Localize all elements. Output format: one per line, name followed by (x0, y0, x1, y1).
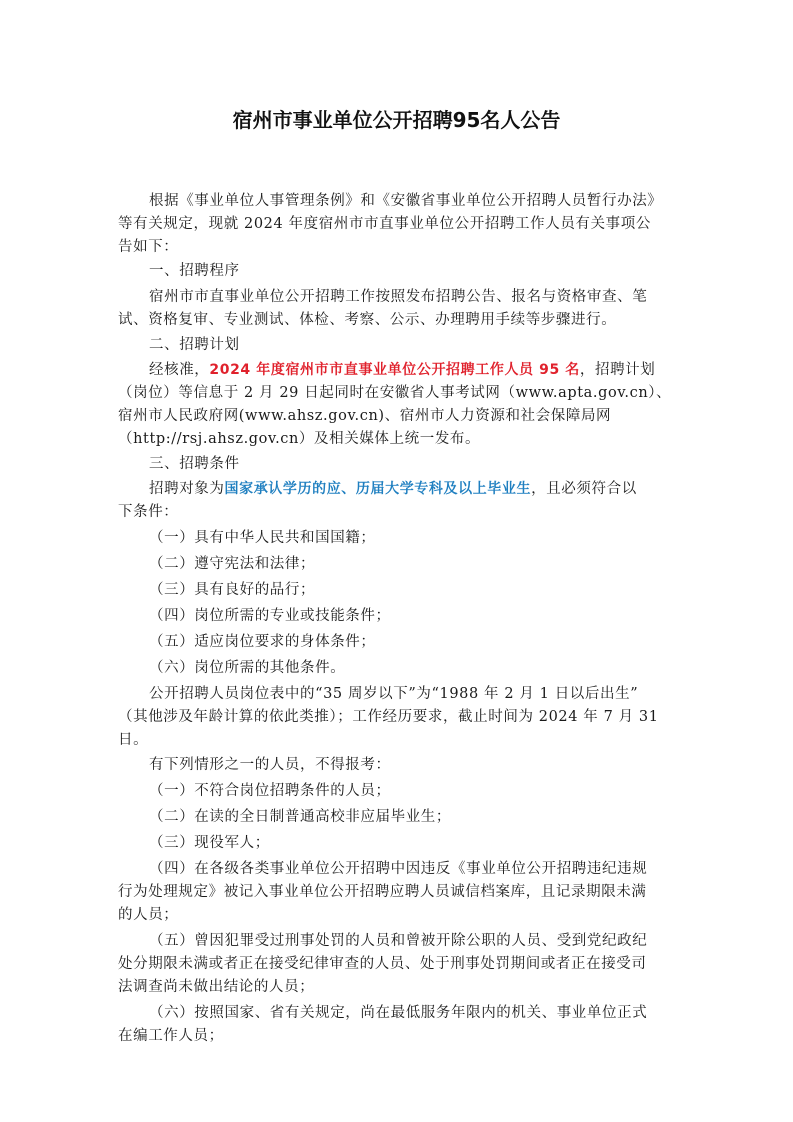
exclusion-item: （一）不符合岗位招聘条件的人员； (149, 783, 391, 799)
condition-item: （六）岗位所需的其他条件。 (149, 660, 346, 676)
age-line-2: （其他涉及年龄计算的依此类推）；工作经历要求，截止时间为 2024 年 7 月 31 (118, 709, 659, 725)
section-3-heading: 三、招聘条件 (149, 456, 240, 472)
section-2-line-2: （岗位）等信息于 2 月 29 日起同时在安徽省人事考试网（www.apta.gov.cn）、 (118, 385, 672, 401)
section-1-heading: 一、招聘程序 (149, 263, 240, 279)
exclusion-heading: 有下列情形之一的人员，不得报考： (149, 757, 391, 773)
age-line-1: 公开招聘人员岗位表中的“35 周岁以下”为“1988 年 2 月 1 日以后出生” (149, 686, 639, 702)
section-1-line-1: 宿州市市直事业单位公开招聘工作按照发布招聘公告、报名与资格审查、笔 (149, 289, 648, 305)
recruit-count-highlight: 2024 年度宿州市市直事业单位公开招聘工作人员 95 名 (209, 362, 580, 378)
exclusion-item-5-line-3: 法调查尚未做出结论的人员； (118, 979, 315, 995)
exclusion-item: （二）在读的全日制普通高校非应届毕业生； (149, 809, 451, 825)
age-line-3: 日。 (118, 732, 149, 748)
condition-item: （四）岗位所需的专业或技能条件； (149, 608, 391, 624)
exclusion-item-4-line-3: 的人员； (118, 907, 179, 923)
section-2-line-3: 宿州市人民政府网(www.ahsz.gov.cn)、宿州市人力资源和社会保障局网 (118, 408, 612, 424)
condition-item: （二）遵守宪法和法律； (149, 556, 316, 572)
section-3-line-1-post: ，且必须符合以 (531, 481, 637, 497)
page-title: 宿州市事业单位公开招聘95名人公告 (232, 108, 561, 132)
section-2-line-1 (118, 359, 709, 382)
exclusion-item-4-line-1: （四）在各级各类事业单位公开招聘中因违反《事业单位公开招聘违纪违规 (149, 861, 648, 877)
section-2-heading: 二、招聘计划 (149, 337, 240, 353)
section-3-line-2: 下条件： (118, 504, 179, 520)
section-2-line-1-pre: 经核准， (149, 362, 210, 378)
exclusion-item: （三）现役军人； (149, 835, 270, 851)
exclusion-item-5-line-2: 处分期限未满或者正在接受纪律审查的人员、处于刑事处罚期间或者正在接受司 (118, 956, 647, 972)
section-2-line-1-post: ，招聘计划 (579, 362, 656, 378)
intro-line-2: 等有关规定，现就 2024 年度宿州市市直事业单位公开招聘工作人员有关事项公 (118, 216, 651, 232)
section-3-line-1 (118, 478, 709, 501)
condition-item: （五）适应岗位要求的身体条件； (149, 634, 376, 650)
section-2-line-4: （http://rsj.ahsz.gov.cn）及相关媒体上统一发布。 (118, 431, 481, 447)
recruit-target-highlight: 国家承认学历的应、历届大学专科及以上毕业生 (224, 481, 532, 497)
intro-line-1: 根据《事业单位人事管理条例》和《安徽省事业单位公开招聘人员暂行办法》 (149, 193, 663, 209)
condition-item: （一）具有中华人民共和国国籍； (149, 530, 376, 546)
condition-item: （三）具有良好的品行； (149, 582, 316, 598)
exclusion-item-6-line-1: （六）按照国家、省有关规定，尚在最低服务年限内的机关、事业单位正式 (149, 1005, 648, 1021)
exclusion-item-6-line-2: 在编工作人员； (118, 1028, 224, 1044)
intro-line-3: 告如下： (118, 239, 179, 255)
exclusion-item-4-line-2: 行为处理规定》被记入事业单位公开招聘应聘人员诚信档案库，且记录期限未满 (118, 884, 647, 900)
section-3-line-1-pre: 招聘对象为 (149, 481, 225, 497)
section-1-line-2: 试、资格复审、专业测试、体检、考察、公示、办理聘用手续等步骤进行。 (118, 312, 617, 328)
exclusion-item-5-line-1: （五）曾因犯罪受过刑事处罚的人员和曾被开除公职的人员、受到党纪政纪 (149, 933, 648, 949)
